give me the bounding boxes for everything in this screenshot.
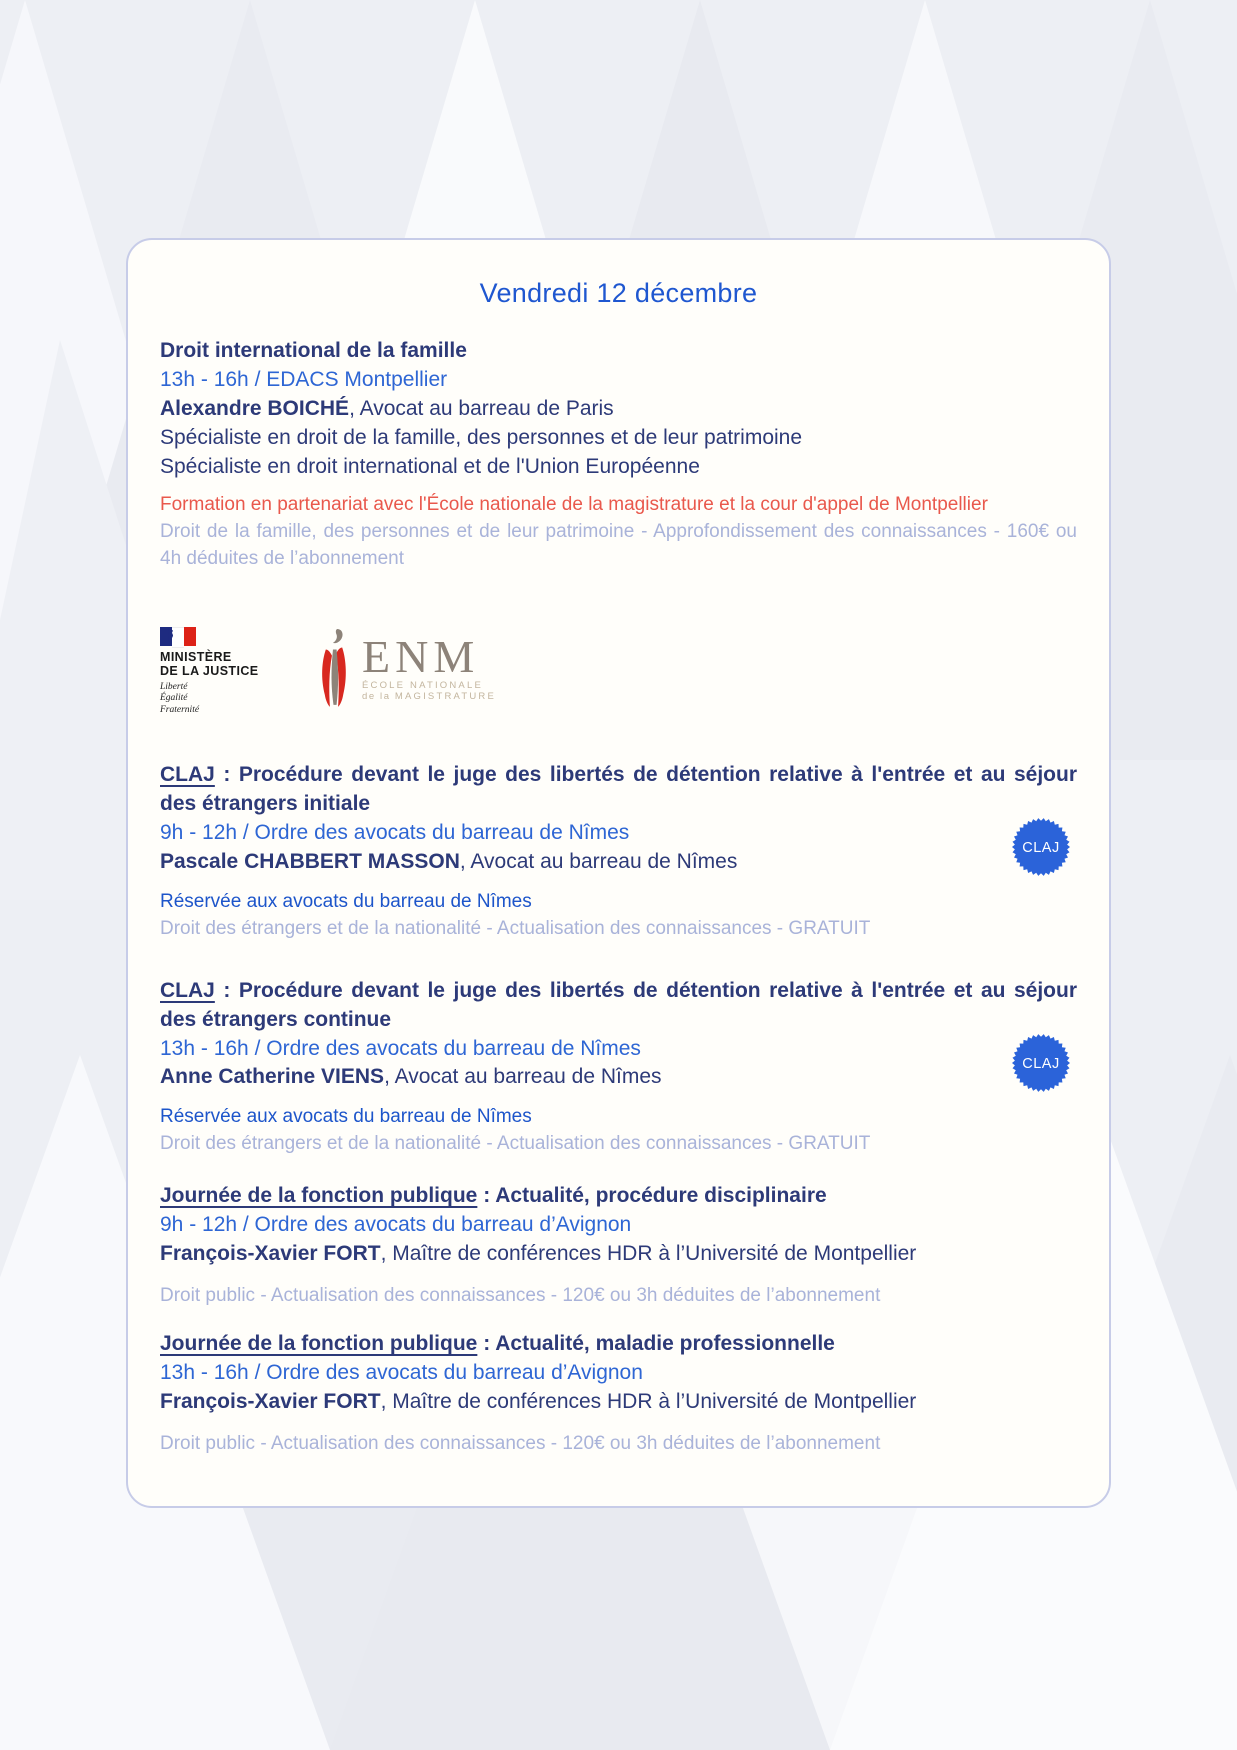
ministere-justice-logo: [160, 627, 270, 717]
event-claj-initiale: [160, 761, 1077, 943]
enm-logo: [314, 627, 496, 711]
ministere-motto: Liberté Égalité Fraternité: [160, 681, 200, 716]
event-title: Droit international de la famille: [160, 339, 467, 362]
category-note: Droit des étrangers et de la nationalité - Actualisation des connaissances - GRATUIT: [160, 1133, 871, 1155]
event-speaker: [160, 1388, 1077, 1417]
event-time-location: 13h - 16h / Ordre des avocats du barreau de Nîmes: [160, 1036, 641, 1060]
enm-subtitle-2: de la MAGISTRATURE: [362, 691, 497, 703]
restriction-note: Réservée aux avocats du barreau de Nîmes: [160, 890, 532, 912]
speaker-detail: Spécialiste en droit international et de l'Union Européenne: [160, 454, 700, 478]
speaker-role: , Avocat au barreau de Nîmes: [384, 1065, 662, 1089]
claj-badge-label: CLAJ: [1022, 1055, 1060, 1072]
speaker-role: , Maître de conférences HDR à l’Université de Montpellier: [380, 1390, 917, 1414]
event-title-prefix: Journée de la fonction publique: [160, 1184, 478, 1208]
event-time-location: 9h - 12h / Ordre des avocats du barreau de Nîmes: [160, 820, 630, 844]
enm-acronym: ENM: [362, 630, 480, 682]
category-note: Droit public - Actualisation des connaissances - 120€ ou 3h déduites de l’abonnement: [160, 1285, 881, 1307]
speaker-role: , Maître de conférences HDR à l’Université de Montpellier: [380, 1242, 917, 1266]
event-title-prefix: CLAJ: [160, 762, 215, 786]
event-claj-continue: [160, 977, 1077, 1159]
event-droit-international-famille: [160, 337, 1077, 573]
restriction-note: Réservée aux avocats du barreau de Nîmes: [160, 1106, 532, 1128]
speaker-name: François-Xavier FORT: [160, 1390, 381, 1414]
event-title-prefix: Journée de la fonction publique: [160, 1332, 478, 1356]
event-title: Journée de la fonction publique : Actualité, maladie professionnelle: [160, 1332, 835, 1356]
claj-badge: [1011, 817, 1071, 877]
partner-logos: [160, 627, 1077, 716]
event-title: Journée de la fonction publique : Actualité, procédure disciplinaire: [160, 1184, 827, 1208]
event-fonction-publique-maladie: [160, 1330, 1077, 1458]
claj-badge-label: CLAJ: [1022, 839, 1060, 856]
speaker-detail: Spécialiste en droit de la famille, des personnes et de leur patrimoine: [160, 425, 803, 449]
marianne-silhouette-icon: [166, 629, 176, 643]
event-speaker: [160, 1240, 1077, 1269]
ministere-line2: DE LA JUSTICE: [160, 664, 259, 679]
page-title: Vendredi 12 décembre: [479, 278, 758, 308]
program-card: [126, 238, 1111, 1508]
speaker-role: , Avocat au barreau de Paris: [349, 396, 614, 420]
event-fonction-publique-disciplinaire: [160, 1182, 1077, 1310]
event-title-prefix: CLAJ: [160, 978, 215, 1002]
ministere-line1: MINISTÈRE: [160, 649, 232, 664]
event-speaker: [160, 395, 1077, 424]
enm-subtitle-1: ÉCOLE NATIONALE: [362, 680, 483, 692]
speaker-name: François-Xavier FORT: [160, 1242, 381, 1266]
speaker-name: Anne Catherine VIENS: [160, 1065, 385, 1089]
event-title: CLAJ : Procédure devant le juge des libertés de détention relative à l'entrée et au séjour des étrangers continue: [160, 978, 1077, 1031]
category-note: Droit des étrangers et de la nationalité - Actualisation des connaissances - GRATUIT: [160, 917, 871, 939]
partner-note: Formation en partenariat avec l'École nationale de la magistrature et la cour d'appel de Montpellier: [160, 493, 988, 515]
speaker-role: , Avocat au barreau de Nîmes: [459, 849, 738, 873]
event-time-location: 13h - 16h / Ordre des avocats du barreau d’Avignon: [160, 1361, 643, 1385]
category-note: Droit public - Actualisation des connaissances - 120€ ou 3h déduites de l’abonnement: [160, 1433, 881, 1455]
event-time-location: 9h - 12h / Ordre des avocats du barreau d’Avignon: [160, 1213, 632, 1237]
event-speaker: [160, 848, 1077, 877]
event-speaker: [160, 1063, 1077, 1092]
speaker-name: Alexandre BOICHÉ: [160, 396, 350, 420]
category-note: Droit de la famille, des personnes et de leur patrimoine - Approfondissement des connaissances - 160€ ou 4h déduites de l’abonnement: [160, 520, 1077, 569]
claj-badge: [1011, 1033, 1071, 1093]
enm-marianne-icon: [314, 627, 354, 711]
speaker-name: Pascale CHABBERT MASSON: [160, 849, 460, 873]
event-title: CLAJ : Procédure devant le juge des libertés de détention relative à l'entrée et au séjour des étrangers initiale: [160, 762, 1077, 815]
french-flag-icon: [160, 627, 196, 646]
event-time-location: 13h - 16h / EDACS Montpellier: [160, 367, 448, 391]
